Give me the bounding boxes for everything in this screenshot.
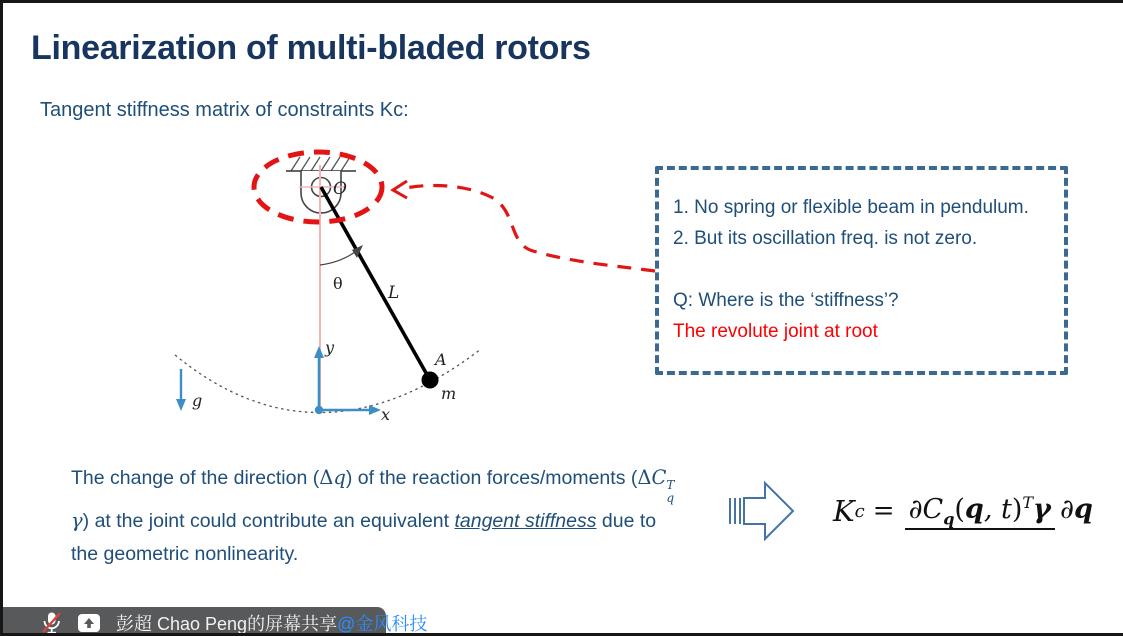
origin-label: O	[333, 179, 347, 199]
mass-label: m	[441, 384, 457, 403]
slide-title: Linearization of multi-bladed rotors	[31, 29, 591, 67]
paragraph-text-3: ) at the joint could contribute an equivalent	[82, 509, 455, 532]
explanation-paragraph	[71, 461, 686, 571]
math-delta-2: Δ	[637, 466, 652, 489]
num-sup-T: T	[1022, 493, 1034, 513]
share-bar-label: 彭超 Chao Peng的屏幕共享	[116, 614, 338, 634]
num-close-paren: )	[1011, 494, 1023, 526]
kc-formula	[833, 467, 1093, 555]
origin-dot	[315, 406, 323, 414]
pendulum-diagram	[153, 143, 693, 453]
angle-label: θ	[333, 274, 343, 293]
point-label: A	[435, 350, 447, 369]
math-C-sub-q: q	[666, 490, 675, 505]
pendulum-mass	[422, 372, 439, 389]
callout-pointer-arrow	[401, 185, 655, 271]
formula-lhs-sub: c	[854, 500, 865, 522]
math-C-sup-T: T	[666, 478, 675, 493]
formula-fraction	[905, 493, 1093, 528]
formula-denominator	[1060, 492, 1093, 525]
callout-spacer	[673, 254, 1050, 285]
math-C: C	[651, 466, 667, 489]
num-comma-t: , t	[983, 494, 1012, 526]
callout-item-2: 2. But its oscillation freq. is not zero.	[673, 228, 978, 249]
microphone-muted-icon	[41, 611, 62, 635]
striped-right-arrow-icon	[727, 477, 797, 543]
den-partial: ∂	[1059, 494, 1074, 526]
num-gamma: γ	[1033, 494, 1051, 526]
formula-lhs: K	[833, 494, 855, 528]
x-axis-label: x	[381, 405, 391, 424]
y-axis-arrowhead	[314, 346, 324, 358]
math-q-1: q	[333, 466, 346, 489]
math-C-supsub	[666, 479, 674, 503]
num-bold-q: q	[964, 494, 984, 526]
y-axis-label: y	[325, 338, 335, 357]
callout-item-1: 1. No spring or flexible beam in pendulum.	[673, 197, 1029, 218]
num-partial-C: ∂C	[908, 494, 944, 526]
paragraph-text-4: due to the geometric nonlinearity.	[71, 509, 657, 565]
share-bar-mention[interactable]: @金风科技	[337, 614, 428, 634]
formula-equals: =	[872, 496, 895, 526]
screen-share-bar[interactable]	[3, 607, 428, 636]
screen-share-icon	[77, 613, 101, 633]
slide-subtitle: Tangent stiffness matrix of constraints Kc:	[40, 99, 409, 121]
callout-question: Q: Where is the ‘stiffness’?	[673, 290, 899, 311]
callout-pointer-arrowhead	[393, 181, 407, 198]
length-label: L	[388, 283, 400, 303]
paragraph-text-2: ) of the reaction forces/moments (	[345, 467, 638, 489]
paragraph-text-1: The change of the direction (	[71, 467, 320, 489]
callout-answer: The revolute joint at root	[673, 321, 878, 342]
math-gamma: γ	[71, 508, 83, 532]
callout-box	[655, 166, 1068, 375]
den-bold-q: q	[1073, 494, 1093, 526]
formula-numerator	[905, 494, 1055, 530]
x-axis-arrowhead	[369, 405, 381, 415]
tangent-stiffness-emphasis: tangent stiffness	[454, 509, 597, 532]
gravity-arrowhead	[176, 399, 186, 411]
num-open-paren: (	[954, 494, 965, 526]
gravity-label: g	[192, 391, 203, 410]
num-sub-q: q	[943, 509, 955, 529]
math-delta-1: Δ	[319, 466, 334, 489]
